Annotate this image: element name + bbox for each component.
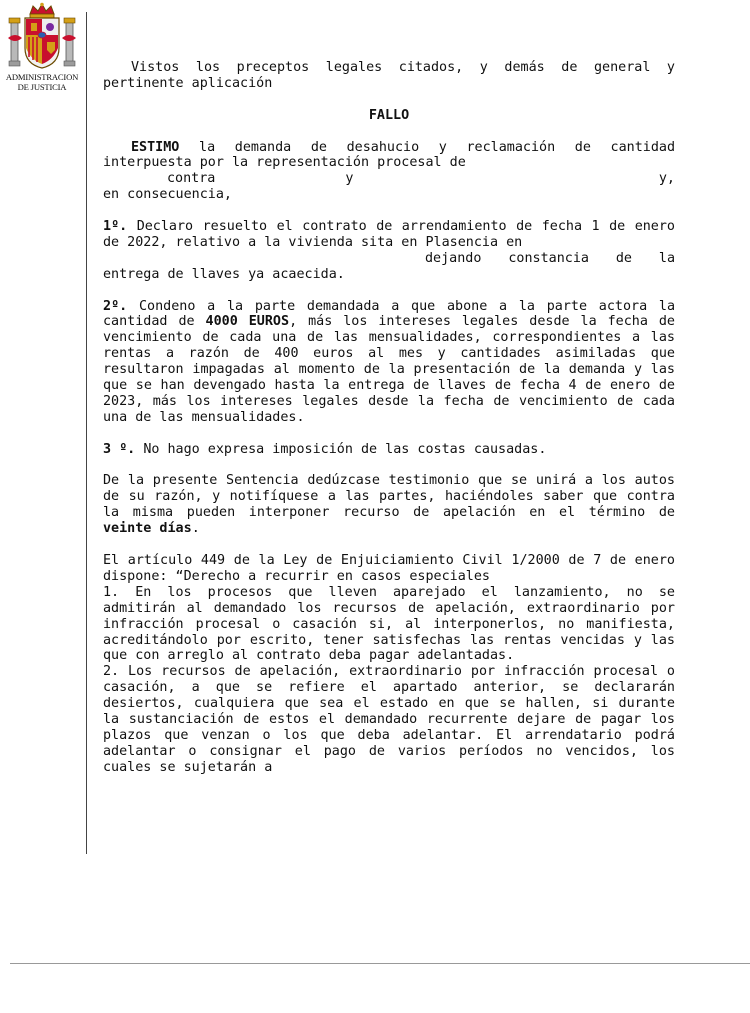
- contra-word: contra: [167, 171, 216, 187]
- paragraph-3-label: 3 º.: [103, 441, 136, 457]
- paragraph-2-label: 2º.: [103, 298, 128, 314]
- left-margin-rule: [86, 12, 87, 854]
- paragraph-1-text-2-first: dejando constancia de la: [425, 250, 675, 266]
- intro-paragraph: Vistos los preceptos legales citados, y demás de general y pertinente aplicación: [103, 60, 675, 91]
- y-word: y: [345, 171, 354, 187]
- testimonio-paragraph: De la presente Sentencia dedúzcase testimonio que se unirá a los autos de su razón, y notifíquese a las partes, haciéndoles saber que contra la misma pueden interponer recurso de apelación en el término de veinte días.: [103, 473, 675, 537]
- paragraph-1-continuation: [103, 251, 675, 267]
- paragraph-1-text: Declaro resuelto el contrato de arrendamiento de fecha 1 de enero de 2022, relativo a la vivienda sita en Plasencia en: [103, 219, 675, 250]
- articulo-intro: El artículo 449 de la Ley de Enjuiciamiento Civil 1/2000 de 7 de enero dispone: “Derecho a recurrir en casos especiales: [103, 552, 675, 584]
- paragraph-1-label: 1º.: [103, 219, 128, 235]
- paragraph-2: 2º. Condeno a la parte demandada a que abone a la parte actora la cantidad de 4000 EUROS, más los intereses legales desde la fecha de vencimiento de cada una de las mensualidades, correspondientes a las rentas a razón de 400 euros al mes y cantidades asimiladas que resultaron impagadas al momento de la presentación de la demanda y las que se han devengado hasta la entrega de llaves de fecha 4 de enero de 2023, más los intereses legales desde la fecha de vencimiento de cada una de las mensualidades.: [103, 298, 676, 425]
- document-body: [103, 60, 675, 776]
- estimo-text: la demanda de desahucio y reclamación de cantidad interpuesta por la representación procesal de: [103, 139, 676, 171]
- en-consecuencia: en consecuencia,: [103, 187, 232, 203]
- paragraph-3: 3 º. No hago expresa imposición de las costas causadas.: [103, 441, 547, 457]
- articulo-point-1: 1. En los procesos que lleven aparejado el lanzamiento, no se admitirán al demandado los recursos de apelación, extraordinario por infracción procesal o casación si, al interponerlos, no manifiesta, acreditándolo por escrito, tener satisfechas las rentas vencidas y las que con arreglo al contrato deba pagar adelantadas.: [103, 584, 675, 664]
- coat-of-arms-icon: [5, 2, 79, 72]
- deadline: veinte días: [103, 521, 192, 537]
- estimo-paragraph: [103, 140, 675, 172]
- estimo-word: ESTIMO: [131, 139, 180, 155]
- footer-rule: [10, 963, 750, 964]
- contra-line: [103, 171, 675, 187]
- y-word-2: y,: [658, 171, 675, 187]
- institution-name-line2: DE JUSTICIA: [17, 82, 67, 92]
- articulo-point-2: 2. Los recursos de apelación, extraordinario por infracción procesal o casación, a que se refiere el apartado anterior, se declararán desiertos, cualquiera que sea el estado en que se hallen, si durante la sustanciación de estos el demandado recurrente dejare de pagar los plazos que venzan o los que deba adelantar. El arrendatario podrá adelantar o consignar el pago de varios períodos no vencidos, los cuales se sujetarán a: [103, 664, 675, 775]
- paragraph-1-end: entrega de llaves ya acaecida.: [103, 266, 345, 282]
- header-logo-block: [0, 0, 84, 92]
- amount: 4000 EUROS: [205, 314, 290, 330]
- paragraph-1: [103, 219, 675, 251]
- fallo-heading: FALLO: [368, 107, 410, 123]
- institution-name-line1: ADMINISTRACION: [5, 72, 79, 82]
